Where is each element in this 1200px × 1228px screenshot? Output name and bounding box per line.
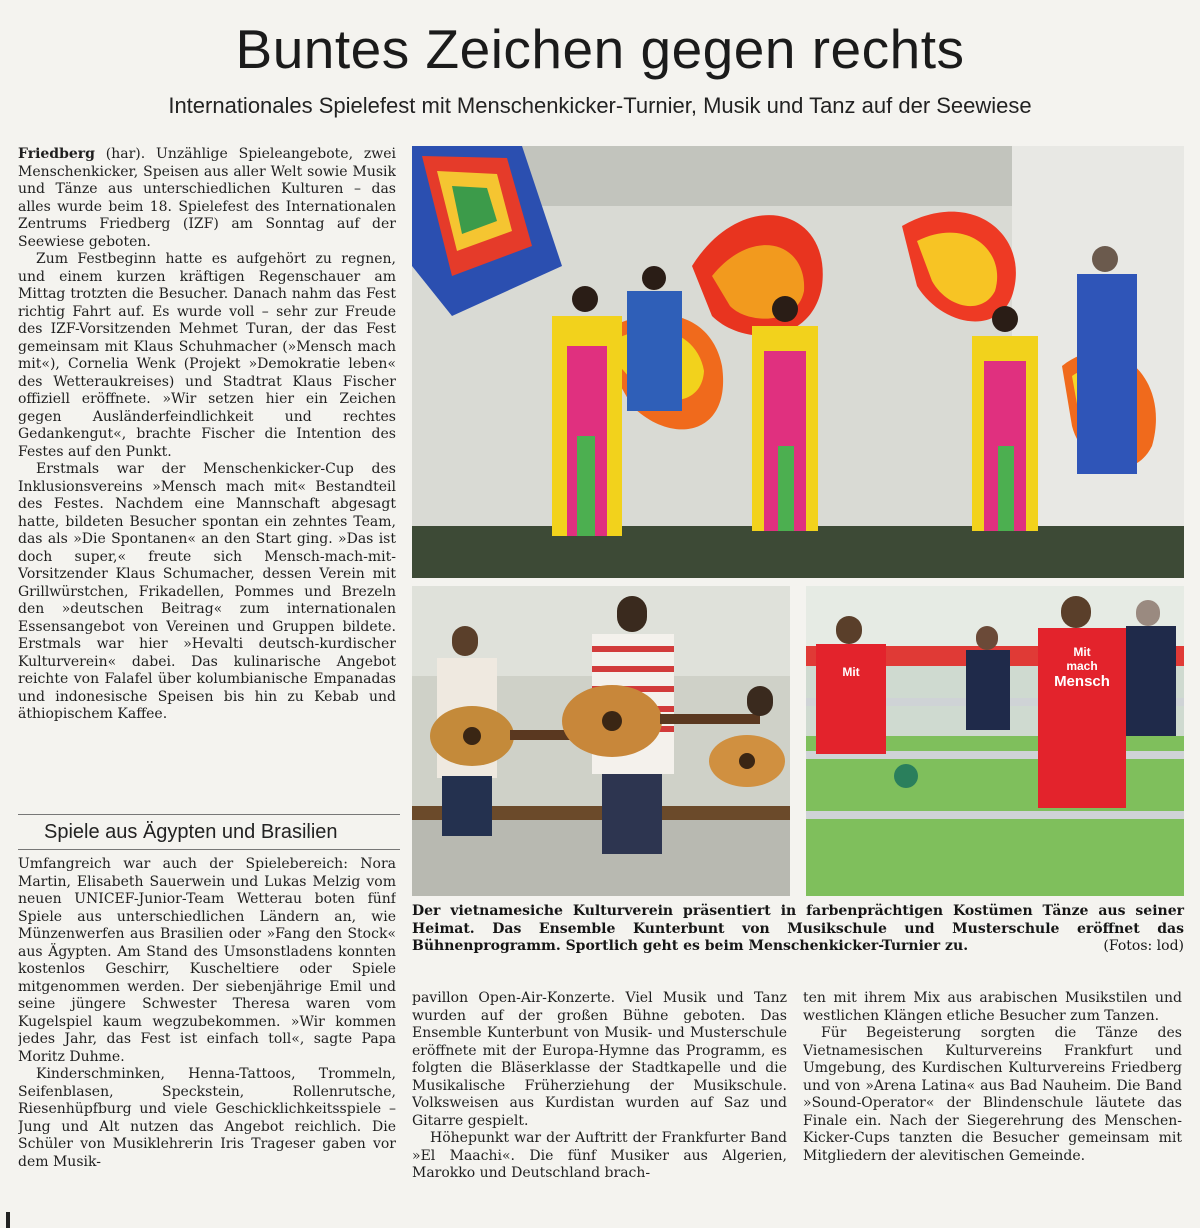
column-1-bottom [18,856,396,1212]
headline: Buntes Zeichen gegen rechts [235,18,965,80]
column-2 [412,990,787,1212]
caption-text: Der vietnamesiche Kulturverein präsentiert in farbenprächtigen Kostümen Tänze aus seiner Heimat. Das Ensemble Kunterbunt von Musikschule und Musterschule eröffnet das Bühnenprogramm. Sportlich geht es beim Menschenkicker-Turnier zu. [412,903,1184,954]
paragraph [18,146,396,251]
shirt-text-left: Mit [842,665,860,679]
column-1-top [18,146,396,810]
paragraph: Für Begeisterung sorgten die Tänze des Vietnamesischen Kulturvereins Frankfurt und Umgebung, des Kurdischen Kulturvereins Friedberg und von »Arena Latina« aus Bad Nauheim. Die Band »Sound-Operator« der Blindenschule läutete das Finale ein. Nach der Siegerehrung des Menschen-Kicker-Cups tanzten die Besucher gemeinsam mit Mitgliedern der alevitischen Gemeinde. [803,1025,1182,1164]
photo-caption [412,903,1184,956]
kicker-illustration [806,586,1184,896]
photo-menschenkicker [806,586,1184,896]
subhead: Spiele aus Ägypten und Brasilien [44,821,338,843]
dateline: Friedberg [18,146,95,162]
shirt-text-right-1: Mit [1073,645,1091,659]
paragraph: Erstmals war der Menschenkicker-Cup des Inklusionsvereins »Mensch mach mit« Bestandteil des Festes. Nachdem eine Mannschaft abgesagt hatte, bildeten Besucher spontan ein zehntes Team, das als »Die Spontanen« an den Start ging. »Das ist doch super,« freute sich Mensch-mach-mit-Vorsitzender Klaus Schumacher, dessen Verein mit Grillwürstchen, Frikadellen, Pommes und Brezeln den »deutschen Beitrag« zum internationalen Essensangebot von Vereinen und Gruppen bildete. Erstmals war hier »Hevalti deutsch-kurdischer Kulturverein« dabei. Das kulinarische Angebot reichte von Falafel über kolumbianische Empanadas und indonesische Speisen bis hin zu Kebab und äthiopischem Kaffee. [18,461,396,722]
paragraph: Höhepunkt war der Auftritt der Frankfurter Band »El Maachi«. Die fünf Musiker aus Algerien, Marokko und Deutschland brach- [412,1130,787,1181]
column-3 [803,990,1182,1212]
photo-credit: (Fotos: lod) [1103,938,1184,954]
subheadline: Internationales Spielefest mit Menschenkicker-Turnier, Musik und Tanz auf der Seewiese [168,93,1032,118]
paragraph: Kinderschminken, Henna-Tattoos, Trommeln, Seifenblasen, Speckstein, Rollenrutsche, Riesenhüpfburg und viele Geschicklichkeitsspiele – Jung und Alt nutzen das Angebot reichlich. Die Schüler von Musiklehrerin Iris Trageser gaben vor dem Musik- [18,1066,396,1170]
paragraph: pavillon Open-Air-Konzerte. Viel Musik und Tanz wurden auf der großen Bühne geboten. Das Ensemble Kunterbunt von Musik- und Musterschule eröffnete mit der Europa-Hymne das Programm, es folgten die Bläserklasse der Stadtkapelle und die Musikalische Früherziehung der Musikschule. Volksweisen aus Kurdistan wurden auf Saz und Gitarre gespielt. [412,990,787,1129]
dancers-illustration [412,146,1184,578]
paragraph: Zum Festbeginn hatte es aufgehört zu regnen, und einem kurzen kräftigen Regenschauer am Mittag trotzten die Besucher. Danach nahm das Fest richtig Fahrt auf. Es wurde voll – sehr zur Freude des IZF-Vorsitzenden Mehmet Turan, der das Fest gemeinsam mit Klaus Schuhmacher (»Mensch mach mit«), Cornelia Wenk (Projekt »Demokratie leben« des Wetteraukreises) und Stadtrat Klaus Fischer offiziell eröffnete. »Wir setzen hier ein Zeichen gegen Ausländerfeindlichkeit und rechtes Gedankengut«, brachte Fischer die Intention des Festes auf den Punkt. [18,251,396,460]
photo-dancers [412,146,1184,578]
photo-guitar-ensemble [412,586,790,896]
paragraph: Umfangreich war auch der Spielebereich: Nora Martin, Elisabeth Sauerwein und Lukas Melzig vom neuen UNICEF-Junior-Team Wetterau boten fünf Spiele aus unterschiedlichen Ländern an, wie Münzenwerfen aus Brasilien oder »Fang den Stock« aus Ägypten. Am Stand des Umsonstladens konnten kostenlos Geschirr, Kuscheltiere oder Spiele mitgenommen werden. Der siebenjährige Emil und seine jüngere Schwester Theresa waren vom Kugelspiel kaum wegzubekommen. »Wir kommen jedes Jahr, das Fest ist einfach toll«, sagte Papa Moritz Duhme. [18,856,396,1065]
page-edge-mark [6,1212,10,1228]
paragraph-text: (har). Unzählige Spieleangebote, zwei Menschenkicker, Speisen aus aller Welt sowie Musik und Tänze aus unterschiedlichen Kulturen – das alles wurde beim 18. Spielefest des Internationalen Zentrums Friedberg (IZF) am Sonntag auf der Seewiese geboten. [18,146,396,250]
guitar-illustration [412,586,790,896]
shirt-text-right-3: Mensch [1054,673,1110,690]
shirt-text-right-2: mach [1066,659,1098,673]
subhead-box [18,814,400,850]
paragraph: ten mit ihrem Mix aus arabischen Musikstilen und westlichen Klängen etliche Besucher zum Tanzen. [803,990,1182,1024]
